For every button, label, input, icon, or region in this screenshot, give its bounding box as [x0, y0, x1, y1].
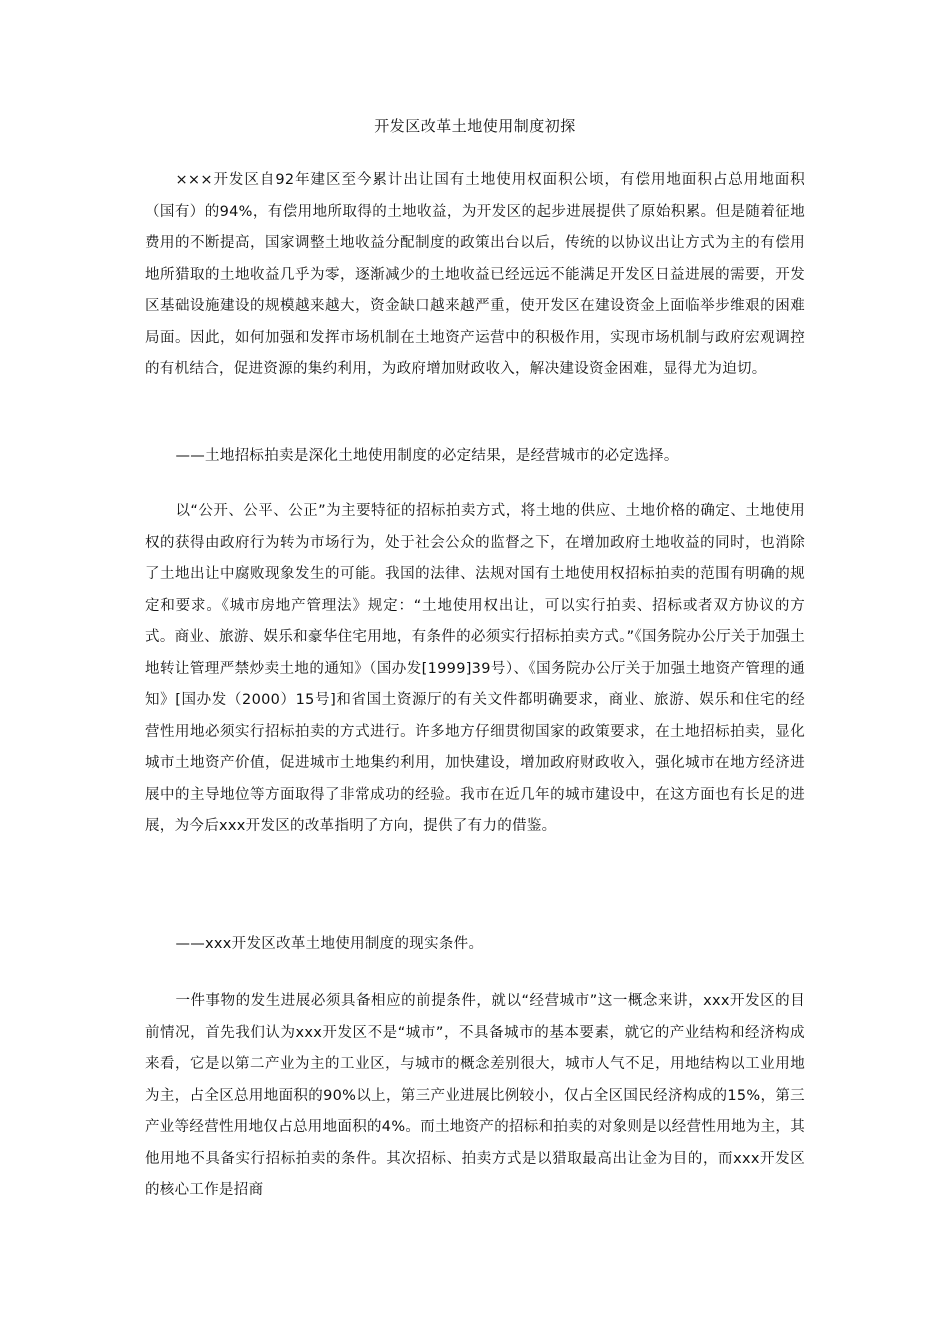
paragraph-auction-policy: 以“公开、公平、公正”为主要特征的招标拍卖方式，将土地的供应、土地价格的确定、土地使用权的获得由政府行为转为市场行为，处于社会公众的监督之下，在增加政府土地收益的同时，也消除了土地出让中腐败现象发生的可能。我国的法律、法规对国有土地使用权招标拍卖的范围有明确的规定和要求。《城市房地产管理法》规定：“土地使用权出让，可以实行拍卖、招标或者双方协议的方式。商业、旅游、娱乐和豪华住宅用地，有条件的必须实行招标拍卖方式。”《国务院办公厅关于加强土地转让管理严禁炒卖土地的通知》（国办发[1999]39号）、《国务院办公厅关于加强土地资产管理的通知》[国办发（2000）15号]和省国土资源厅的有关文件都明确要求，商业、旅游、娱乐和住宅的经营性用地必须实行招标拍卖的方式进行。许多地方仔细贯彻国家的政策要求，在土地招标拍卖，显化城市土地资产价值，促进城市土地集约利用，加快建设，增加政府财政收入，强化城市在地方经济进展中的主导地位等方面取得了非常成功的经验。我市在近几年的城市建设中，在这方面也有长足的进展，为今后xxx开发区的改革指明了方向，提供了有力的借鉴。: [145, 503, 805, 834]
section-heading-auction: ——土地招标拍卖是深化土地使用制度的必定结果，是经营城市的必定选择。: [175, 448, 679, 464]
section-heading-conditions: ——xxx开发区改革土地使用制度的现实条件。: [175, 936, 484, 952]
document-title: 开发区改革土地使用制度初探: [374, 117, 576, 135]
paragraph-conditions: 一件事物的发生进展必须具备相应的前提条件，就以“经营城市”这一概念来讲，xxx开发区的目前情况，首先我们认为xxx开发区不是“城市”，不具备城市的基本要素，就它的产业结构和经济构成来看，它是以第二产业为主的工业区，与城市的概念差别很大，城市人气不足，用地结构以工业用地为主，占全区总用地面积的90%以上，第三产业进展比例较小，仅占全区国民经济构成的15%，第三产业等经营性用地仅占总用地面积的4%。而土地资产的招标和拍卖的对象则是以经营性用地为主，其他用地不具备实行招标拍卖的条件。其次招标、拍卖方式是以猎取最高出让金为目的，而xxx开发区的核心工作是招商: [145, 993, 805, 1198]
paragraph-background: ×××开发区自92年建区至今累计出让国有土地使用权面积公顷，有偿用地面积占总用地面积（国有）的94%，有偿用地所取得的土地收益，为开发区的起步进展提供了原始积累。但是随着征地费用的不断提高，国家调整土地收益分配制度的政策出台以后，传统的以协议出让方式为主的有偿用地所猎取的土地收益几乎为零，逐渐减少的土地收益已经远远不能满足开发区日益进展的需要，开发区基础设施建设的规模越来越大，资金缺口越来越严重，使开发区在建设资金上面临举步维艰的困难局面。因此，如何加强和发挥市场机制在土地资产运营中的积极作用，实现市场机制与政府宏观调控的有机结合，促进资源的集约利用，为政府增加财政收入，解决建设资金困难，显得尤为迫切。: [145, 172, 805, 377]
